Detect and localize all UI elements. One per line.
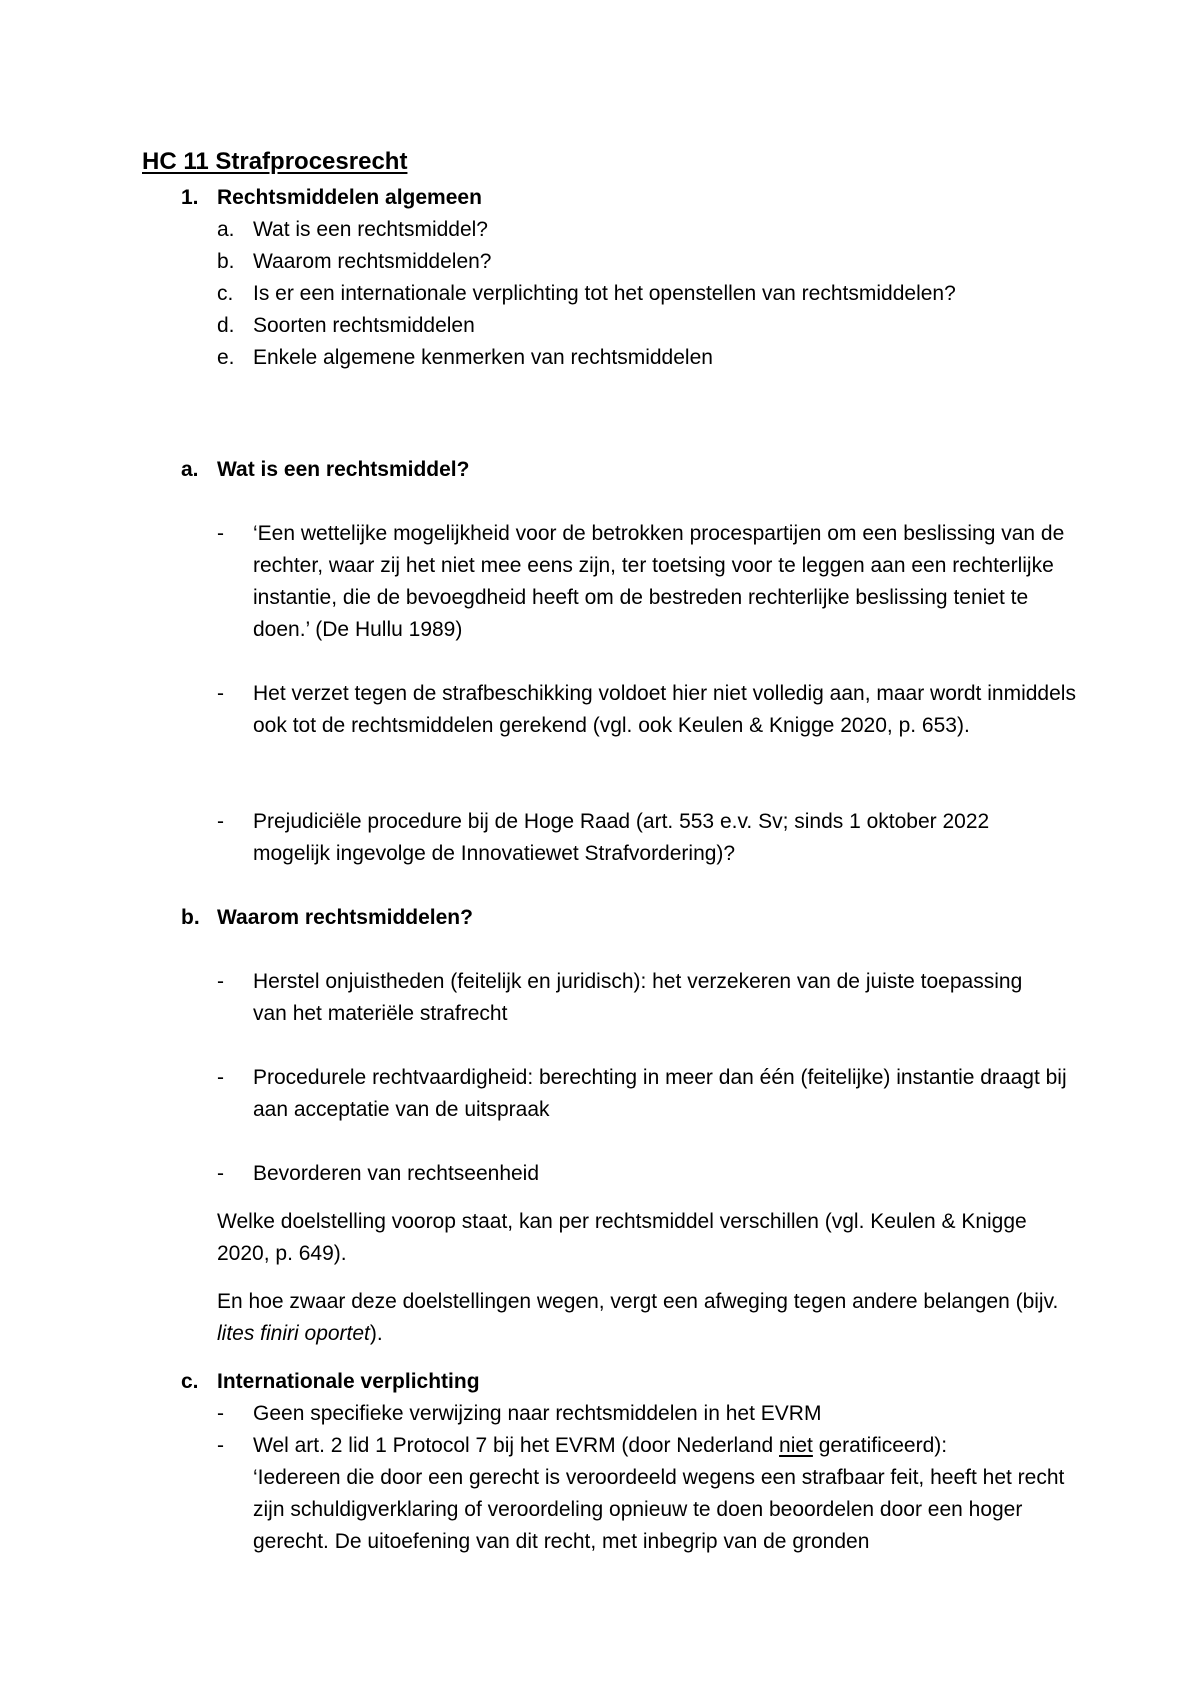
- section-a-dash-2: -: [217, 682, 224, 705]
- outline-item-c: Is er een internationale verplichting tot het openstellen van rechtsmiddelen?: [253, 282, 956, 305]
- section-b-bullet-2: Procedurele rechtvaardigheid: berechting in meer dan één (feitelijke) instantie draagt bij aan acceptatie van de uitspraak: [253, 1066, 1067, 1121]
- section-c-bullet-2-line: [253, 1430, 947, 1462]
- outline-marker-a: a.: [217, 218, 235, 241]
- section-b-paragraph-2: [217, 1286, 1087, 1350]
- outline-marker-c: c.: [217, 282, 234, 305]
- section-c-bullet-2-quote: ‘Iedereen die door een gerecht is veroordeeld wegens een strafbaar feit, heeft het recht zijn schuldigverklaring of veroordeling opnieuw te doen beoordelen door een hoger gerecht. De uitoefening van dit recht, met inbegrip van de gronden: [253, 1466, 1065, 1553]
- section-a-bullet-3: Prejudiciële procedure bij de Hoge Raad (art. 553 e.v. Sv; sinds 1 oktober 2022 mogelijk ingevolge de Innovatiewet Strafvordering)?: [253, 810, 990, 865]
- section-b-paragraph-1: Welke doelstelling voorop staat, kan per rechtsmiddel verschillen (vgl. Keulen & Knigge 2020, p. 649).: [217, 1210, 1027, 1265]
- paragraph-2-latin-phrase: lites finiri oportet: [217, 1322, 370, 1345]
- bullet-2-text-before: Wel art. 2 lid 1 Protocol 7 bij het EVRM (door Nederland: [253, 1434, 780, 1457]
- section-a-marker: a.: [181, 458, 199, 481]
- section-a-dash-1: -: [217, 522, 224, 545]
- outline-item-d: Soorten rechtsmiddelen: [253, 314, 475, 337]
- section-b-heading: Waarom rechtsmiddelen?: [217, 906, 473, 929]
- section-a-dash-3: -: [217, 810, 224, 833]
- paragraph-2-text-before: En hoe zwaar deze doelstellingen wegen, vergt een afweging tegen andere belangen (bijv.: [217, 1290, 1059, 1313]
- section-b-marker: b.: [181, 906, 200, 929]
- bullet-2-underlined-word: niet: [779, 1434, 813, 1457]
- outline-item-b: Waarom rechtsmiddelen?: [253, 250, 492, 273]
- section-c-dash-2: -: [217, 1434, 224, 1457]
- section-c-marker: c.: [181, 1370, 199, 1393]
- page-title: HC 11 Strafprocesrecht: [142, 148, 408, 175]
- section-c-heading: Internationale verplichting: [217, 1370, 480, 1393]
- outline-heading: Rechtsmiddelen algemeen: [217, 186, 482, 209]
- outline-marker-b: b.: [217, 250, 235, 273]
- section-b-bullet-3: Bevorderen van rechtseenheid: [253, 1162, 540, 1185]
- outline-item-e: Enkele algemene kenmerken van rechtsmiddelen: [253, 346, 713, 369]
- outline-number: 1.: [181, 186, 199, 209]
- section-b-bullet-1: Herstel onjuistheden (feitelijk en juridisch): het verzekeren van de juiste toepassing van het materiële strafrecht: [253, 970, 1023, 1025]
- section-b-dash-2: -: [217, 1066, 224, 1089]
- outline-marker-d: d.: [217, 314, 235, 337]
- section-b-dash-1: -: [217, 970, 224, 993]
- paragraph-2-text-after: ).: [369, 1322, 383, 1345]
- section-c-bullet-1: Geen specifieke verwijzing naar rechtsmiddelen in het EVRM: [253, 1402, 822, 1425]
- section-b-dash-3: -: [217, 1162, 224, 1185]
- section-a-bullet-2: Het verzet tegen de strafbeschikking voldoet hier niet volledig aan, maar wordt inmiddels ook tot de rechtsmiddelen gerekend (vgl. ook Keulen & Knigge 2020, p. 653).: [253, 682, 1076, 737]
- section-c-dash-1: -: [217, 1402, 224, 1425]
- outline-item-a: Wat is een rechtsmiddel?: [253, 218, 488, 241]
- section-a-bullet-1: ‘Een wettelijke mogelijkheid voor de betrokken procespartijen om een beslissing van de rechter, waar zij het niet mee eens zijn, ter toetsing voor te leggen aan een rechterlijke instantie, die de bevoegdheid heeft om de bestreden rechterlijke beslissing teniet te doen.’ (De Hullu 1989): [253, 522, 1065, 641]
- section-a-heading: Wat is een rechtsmiddel?: [217, 458, 470, 481]
- outline-marker-e: e.: [217, 346, 235, 369]
- bullet-2-text-after: geratificeerd):: [812, 1434, 948, 1457]
